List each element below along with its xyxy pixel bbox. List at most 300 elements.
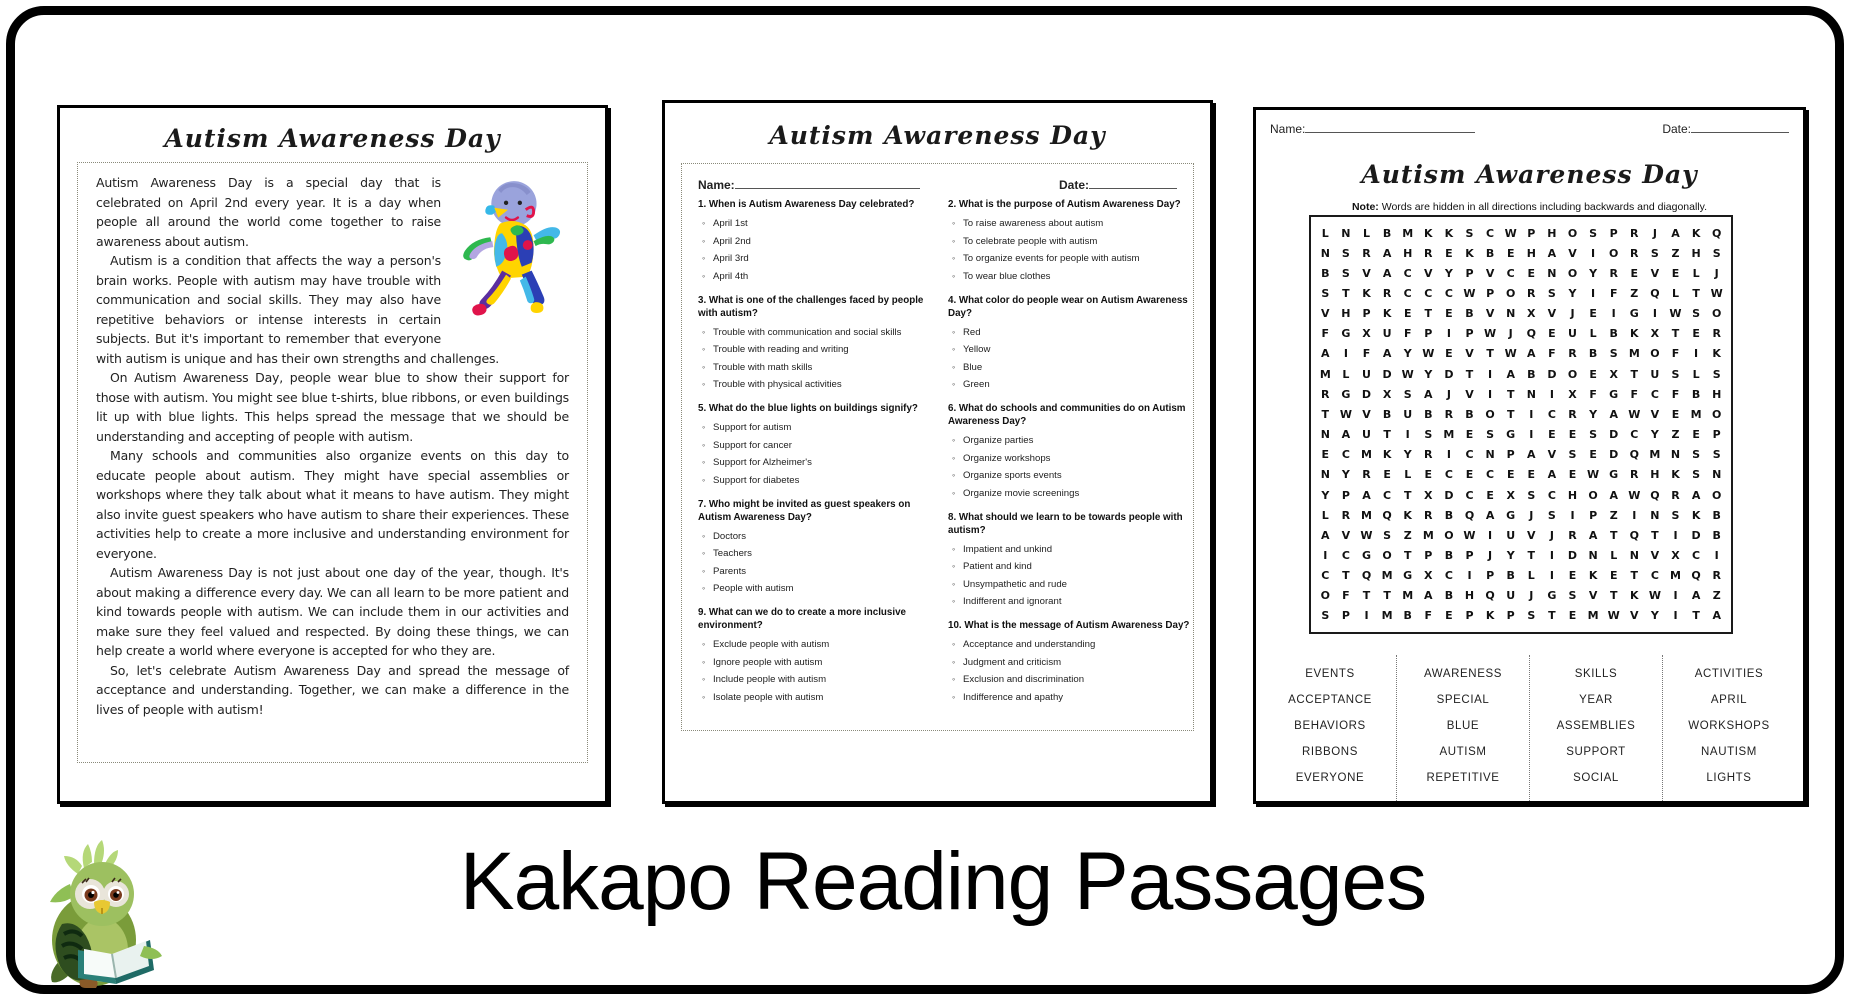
grid-letter: E: [1527, 266, 1536, 280]
answer-option: [952, 252, 1200, 265]
grid-letter: W: [1504, 347, 1517, 361]
option-bullet-icon: [952, 270, 963, 282]
grid-letter: A: [1609, 407, 1618, 421]
word-item: RIBBONS: [1302, 746, 1358, 758]
answer-option: [952, 235, 1200, 248]
grid-letter: K: [1382, 307, 1392, 321]
grid-letter: E: [1630, 266, 1639, 280]
word-column: [1662, 655, 1795, 801]
option-label: Impatient and unkind: [963, 543, 1053, 555]
grid-letter: V: [1547, 448, 1557, 462]
grid-letter: Y: [1650, 428, 1659, 442]
grid-letter: F: [1362, 347, 1371, 361]
grid-letter: E: [1424, 468, 1433, 482]
grid-letter: K: [1382, 448, 1392, 462]
kakapo-bird-illustration: [32, 838, 172, 990]
grid-letter: S: [1650, 246, 1659, 260]
grid-letter: V: [1630, 609, 1639, 623]
grid-letter: D: [1567, 548, 1578, 562]
grid-letter: J: [1508, 327, 1513, 341]
grid-letter: W: [1587, 468, 1600, 482]
grid-letter: S: [1486, 428, 1495, 442]
grid-letter: W: [1504, 226, 1517, 240]
grid-letter: L: [1404, 468, 1412, 482]
passage-page: [57, 105, 608, 804]
passage-paragraph: So, let's celebrate Autism Awareness Day and spread the message of acceptance and understanding. Together, we can make a difference in the lives of people with autism!: [96, 662, 569, 717]
grid-letter: T: [1383, 589, 1391, 603]
passage-page-title: Autism Awareness Day: [164, 124, 501, 153]
option-bullet-icon: [952, 673, 963, 685]
grid-letter: F: [1609, 287, 1618, 301]
grid-letter: R: [1712, 327, 1721, 341]
grid-letter: B: [1609, 327, 1618, 341]
grid-letter: O: [1712, 407, 1722, 421]
option-bullet-icon: [952, 343, 963, 355]
grid-letter: U: [1362, 367, 1371, 381]
answer-option: [702, 474, 924, 487]
word-item: YEAR: [1579, 694, 1613, 706]
grid-letter: N: [1588, 548, 1598, 562]
grid-letter: T: [1465, 367, 1474, 381]
grid-letter: X: [1609, 367, 1618, 381]
grid-letter: B: [1712, 508, 1721, 522]
grid-letter: N: [1526, 387, 1536, 401]
grid-letter: X: [1362, 327, 1371, 341]
grid-letter: T: [1609, 528, 1618, 542]
grid-letter: I: [1488, 367, 1493, 381]
questions-dotted-box: [681, 163, 1194, 731]
grid-letter: Y: [1403, 347, 1412, 361]
grid-letter: E: [1589, 307, 1597, 321]
question-label: 4. What color do people wear on Autism Awareness Day?: [948, 294, 1188, 319]
grid-letter: R: [1424, 508, 1433, 522]
grid-letter: V: [1362, 266, 1371, 280]
grid-letter: C: [1547, 488, 1556, 502]
answer-option: [702, 235, 924, 248]
grid-letter: A: [1527, 347, 1536, 361]
grid-letter: S: [1403, 387, 1412, 401]
option-label: Blue: [963, 361, 983, 373]
grid-letter: S: [1568, 589, 1577, 603]
question-block: [948, 294, 1200, 392]
grid-letter: H: [1341, 307, 1351, 321]
grid-letter: T: [1362, 589, 1371, 603]
grid-letter: G: [1361, 548, 1371, 562]
passage-paragraph: Autism is a condition that affects the way a person's brain works. People with autism may have trouble with communication and social skills. They may also have repetitive behaviors or intense interests in certain subjects. But it's important to remember that everyone with autism is unique and has their own strengths and challenges.: [96, 253, 500, 366]
grid-letter: R: [1527, 287, 1536, 301]
grid-letter: K: [1691, 226, 1701, 240]
grid-letter: F: [1321, 327, 1330, 341]
grid-letter: A: [1424, 589, 1433, 603]
option-bullet-icon: [702, 547, 713, 559]
grid-letter: A: [1321, 528, 1330, 542]
grid-letter: B: [1444, 589, 1454, 603]
option-bullet-icon: [952, 434, 963, 446]
grid-letter: A: [1382, 246, 1392, 260]
question-label: 1. When is Autism Awareness Day celebrated?: [698, 199, 915, 210]
grid-letter: U: [1382, 327, 1392, 341]
option-label: Patient and kind: [963, 561, 1032, 572]
grid-letter: C: [1383, 488, 1392, 502]
grid-letter: D: [1361, 387, 1372, 401]
grid-letter: G: [1609, 468, 1619, 482]
grid-letter: C: [1465, 448, 1474, 462]
passage-text: [96, 173, 569, 719]
grid-letter: S: [1465, 226, 1474, 240]
answer-option: [702, 456, 924, 469]
option-bullet-icon: [702, 582, 713, 594]
answer-option: [702, 326, 924, 339]
grid-letter: J: [1488, 548, 1493, 562]
option-label: Doctors: [713, 530, 747, 542]
word-item: REPETITIVE: [1426, 772, 1500, 784]
option-label: Organize movie screenings: [963, 487, 1080, 499]
colorful-person-illustration: [451, 175, 569, 327]
word-item: ACCEPTANCE: [1288, 694, 1372, 706]
grid-letter: Y: [1589, 266, 1598, 280]
answer-option: [952, 578, 1200, 591]
option-bullet-icon: [702, 421, 713, 433]
grid-letter: N: [1670, 448, 1681, 462]
grid-letter: C: [1341, 548, 1350, 562]
grid-letter: A: [1671, 226, 1680, 240]
grid-letter: E: [1589, 367, 1597, 381]
grid-letter: P: [1362, 307, 1371, 321]
option-bullet-icon: [702, 474, 713, 486]
answer-option: [702, 361, 924, 374]
grid-letter: T: [1403, 488, 1412, 502]
grid-letter: M: [1361, 508, 1372, 522]
option-label: Yellow: [963, 344, 991, 355]
grid-letter: B: [1424, 407, 1433, 421]
answer-option: [952, 361, 1200, 374]
grid-letter: L: [1527, 569, 1535, 583]
grid-letter: M: [1381, 609, 1393, 623]
option-bullet-icon: [702, 638, 713, 650]
grid-letter: N: [1547, 266, 1557, 280]
grid-letter: C: [1486, 468, 1495, 482]
passage-paragraph: On Autism Awareness Day, people wear blue to show their support for those with autism. You might see blue t-shirts, blue ribbons, or even buildings lit up with blue lights. This helps spread the message that we should be understanding and accepting of people with autism.: [96, 370, 569, 444]
kakapo-logo: [32, 838, 172, 990]
option-bullet-icon: [952, 656, 963, 668]
grid-letter: O: [1609, 246, 1619, 260]
question-block: [698, 606, 924, 704]
grid-letter: T: [1692, 609, 1700, 623]
option-label: Trouble with communication and social skills: [713, 326, 902, 338]
grid-letter: J: [1529, 589, 1534, 603]
option-bullet-icon: [952, 326, 963, 338]
grid-letter: T: [1630, 367, 1639, 381]
answer-option: [952, 469, 1200, 482]
grid-letter: H: [1712, 387, 1722, 401]
option-bullet-icon: [952, 691, 963, 703]
grid-letter: R: [1671, 488, 1680, 502]
grid-letter: S: [1547, 508, 1556, 522]
grid-letter: R: [1362, 246, 1371, 260]
answer-option: [952, 326, 1200, 339]
option-bullet-icon: [702, 361, 713, 373]
grid-letter: M: [1402, 589, 1414, 603]
grid-letter: A: [1588, 528, 1598, 542]
passage-paragraph: Autism Awareness Day is a special day that is celebrated on April 2nd every year. It is a day when people all around the world come together to raise awareness about autism.: [96, 175, 441, 249]
grid-letter: E: [1548, 327, 1556, 341]
grid-letter: C: [1403, 287, 1412, 301]
word-item: SPECIAL: [1436, 694, 1490, 706]
grid-letter: F: [1671, 347, 1680, 361]
grid-letter: S: [1692, 307, 1701, 321]
option-bullet-icon: [702, 565, 713, 577]
answer-option: [702, 343, 924, 356]
grid-letter: X: [1527, 307, 1536, 321]
grid-letter: I: [1549, 548, 1554, 562]
grid-letter: Q: [1650, 287, 1660, 301]
grid-letter: A: [1547, 468, 1557, 482]
grid-letter: W: [1628, 488, 1641, 502]
grid-letter: V: [1485, 266, 1495, 280]
grid-letter: V: [1465, 347, 1474, 361]
grid-letter: E: [1445, 307, 1453, 321]
grid-letter: B: [1465, 307, 1474, 321]
grid-letter: G: [1547, 589, 1557, 603]
grid-letter: I: [1323, 548, 1328, 562]
option-bullet-icon: [952, 560, 963, 572]
grid-letter: C: [1444, 287, 1453, 301]
grid-letter: D: [1547, 367, 1557, 381]
grid-letter: I: [1446, 327, 1451, 341]
name-blank-line: [735, 176, 920, 189]
option-label: Trouble with physical activities: [713, 379, 842, 390]
grid-letter: P: [1424, 327, 1433, 341]
word-item: SUPPORT: [1566, 746, 1626, 758]
grid-letter: W: [1648, 589, 1661, 603]
grid-letter: Q: [1361, 569, 1372, 583]
grid-letter: I: [1488, 387, 1493, 401]
grid-letter: S: [1341, 266, 1350, 280]
word-item: EVENTS: [1305, 668, 1355, 680]
word-item: NAUTISM: [1701, 746, 1757, 758]
option-bullet-icon: [702, 691, 713, 703]
grid-letter: B: [1465, 407, 1474, 421]
name-field: [1270, 120, 1475, 136]
grid-letter: V: [1588, 589, 1598, 603]
grid-letter: S: [1712, 448, 1721, 462]
grid-letter: S: [1671, 508, 1680, 522]
grid-letter: E: [1486, 488, 1494, 502]
grid-letter: G: [1341, 327, 1351, 341]
grid-letter: V: [1650, 407, 1660, 421]
grid-letter: Y: [1403, 448, 1412, 462]
grid-letter: P: [1506, 609, 1515, 623]
grid-letter: P: [1486, 287, 1495, 301]
grid-letter: T: [1548, 609, 1556, 623]
option-label: Support for diabetes: [713, 474, 800, 486]
grid-letter: T: [1424, 307, 1433, 321]
grid-letter: T: [1671, 327, 1680, 341]
grid-letter: R: [1341, 508, 1351, 522]
grid-letter: P: [1589, 508, 1598, 522]
grid-letter: Q: [1712, 226, 1722, 240]
grid-letter: V: [1341, 528, 1351, 542]
answer-option: [952, 673, 1200, 686]
grid-letter: I: [1673, 528, 1678, 542]
option-bullet-icon: [952, 595, 963, 607]
option-label: Judgment and criticism: [963, 656, 1062, 668]
grid-letter: K: [1362, 287, 1371, 301]
grid-letter: P: [1506, 448, 1515, 462]
grid-letter: E: [1321, 448, 1330, 462]
grid-letter: T: [1630, 569, 1639, 583]
grid-letter: M: [1402, 226, 1414, 240]
grid-letter: R: [1382, 287, 1392, 301]
option-label: April 2nd: [713, 235, 751, 247]
grid-letter: Y: [1650, 609, 1659, 623]
grid-letter: N: [1341, 226, 1351, 240]
option-bullet-icon: [952, 543, 963, 555]
grid-letter: B: [1712, 528, 1721, 542]
grid-letter: O: [1485, 407, 1495, 421]
grid-letter: X: [1650, 327, 1660, 341]
grid-letter: O: [1444, 528, 1454, 542]
grid-letter: R: [1362, 468, 1371, 482]
grid-letter: E: [1506, 468, 1515, 482]
grid-letter: I: [1694, 347, 1699, 361]
grid-letter: J: [1446, 387, 1451, 401]
grid-letter: W: [1463, 528, 1476, 542]
option-bullet-icon: [952, 361, 963, 373]
wordsearch-grid: [1309, 215, 1733, 634]
grid-letter: E: [1692, 327, 1700, 341]
grid-letter: L: [1671, 287, 1679, 301]
date-blank-line: [1089, 176, 1177, 189]
option-label: People with autism: [713, 583, 794, 594]
answer-option: [702, 656, 924, 669]
word-item: EVERYONE: [1295, 772, 1365, 784]
grid-letter: L: [1342, 367, 1350, 381]
grid-letter: A: [1321, 347, 1330, 361]
question-block: [948, 511, 1200, 609]
option-label: Exclusion and discrimination: [963, 674, 1085, 685]
option-label: Support for cancer: [713, 439, 792, 451]
option-label: Indifference and apathy: [963, 691, 1064, 703]
grid-letter: Q: [1629, 448, 1639, 462]
grid-letter: F: [1424, 609, 1433, 623]
grid-letter: H: [1650, 468, 1660, 482]
grid-letter: U: [1506, 589, 1516, 603]
grid-letter: D: [1609, 428, 1619, 442]
question-label: 8. What should we learn to be towards people with autism?: [948, 511, 1183, 536]
wordsearch-word-list: [1264, 655, 1795, 801]
answer-option: [952, 487, 1200, 500]
grid-letter: I: [1549, 569, 1554, 583]
autism-art-figure: [451, 175, 569, 327]
grid-letter: X: [1671, 548, 1680, 562]
name-blank-line: [1305, 120, 1475, 133]
grid-letter: E: [1465, 468, 1474, 482]
grid-letter: K: [1630, 589, 1639, 603]
grid-letter: T: [1403, 548, 1412, 562]
grid-letter: I: [1591, 287, 1596, 301]
option-bullet-icon: [702, 456, 713, 468]
question-block: [948, 402, 1200, 500]
grid-letter: L: [1692, 367, 1700, 381]
grid-letter: K: [1671, 468, 1680, 482]
grid-letter: V: [1424, 266, 1433, 280]
grid-letter: V: [1547, 307, 1557, 321]
grid-letter: I: [1673, 609, 1678, 623]
grid-letter: P: [1465, 548, 1474, 562]
grid-letter: T: [1651, 528, 1659, 542]
grid-letter: O: [1712, 488, 1722, 502]
grid-letter: E: [1671, 407, 1680, 421]
answer-option: [952, 638, 1200, 651]
grid-letter: Q: [1464, 508, 1475, 522]
grid-letter: D: [1609, 448, 1619, 462]
option-label: Trouble with math skills: [713, 361, 813, 373]
wordsearch-note: [1256, 201, 1803, 213]
question-block: [948, 198, 1200, 283]
date-blank-line: [1691, 120, 1789, 133]
questions-column-left: [698, 198, 924, 715]
grid-letter: I: [1343, 347, 1348, 361]
grid-letter: E: [1609, 569, 1618, 583]
grid-letter: E: [1445, 347, 1453, 361]
grid-letter: R: [1712, 569, 1721, 583]
grid-letter: S: [1712, 367, 1721, 381]
grid-letter: Z: [1609, 508, 1618, 522]
grid-letter: W: [1463, 287, 1476, 301]
option-bullet-icon: [702, 656, 713, 668]
grid-letter: S: [1321, 609, 1330, 623]
grid-letter: Q: [1382, 508, 1392, 522]
footer: [0, 838, 1850, 926]
grid-letter: A: [1362, 488, 1371, 502]
grid-letter: B: [1506, 569, 1515, 583]
question-block: [698, 402, 924, 487]
option-label: April 4th: [713, 270, 749, 282]
answer-option: [952, 270, 1200, 283]
grid-letter: S: [1341, 246, 1350, 260]
answer-option: [952, 452, 1200, 465]
option-bullet-icon: [952, 487, 963, 499]
grid-letter: M: [1422, 528, 1434, 542]
grid-letter: G: [1609, 387, 1619, 401]
grid-letter: K: [1444, 226, 1454, 240]
grid-letter: K: [1465, 246, 1474, 260]
option-label: Include people with autism: [713, 674, 827, 685]
grid-letter: N: [1629, 548, 1639, 562]
grid-letter: V: [1650, 548, 1660, 562]
grid-letter: E: [1589, 448, 1597, 462]
word-item: WORKSHOPS: [1688, 720, 1770, 732]
option-label: Unsympathetic and rude: [963, 578, 1067, 590]
grid-letter: K: [1691, 508, 1701, 522]
word-column: [1264, 655, 1396, 801]
word-item: SKILLS: [1574, 668, 1618, 680]
grid-letter: R: [1630, 468, 1639, 482]
grid-letter: T: [1609, 589, 1618, 603]
grid-letter: V: [1650, 266, 1660, 280]
option-bullet-icon: [952, 378, 963, 390]
grid-letter: N: [1506, 307, 1516, 321]
answer-option: [702, 421, 924, 434]
grid-letter: V: [1568, 246, 1577, 260]
name-label: Name:: [698, 178, 735, 192]
grid-letter: P: [1712, 428, 1721, 442]
grid-letter: E: [1548, 428, 1556, 442]
grid-letter: A: [1424, 387, 1433, 401]
grid-letter: R: [1630, 246, 1639, 260]
grid-letter: W: [1484, 327, 1497, 341]
